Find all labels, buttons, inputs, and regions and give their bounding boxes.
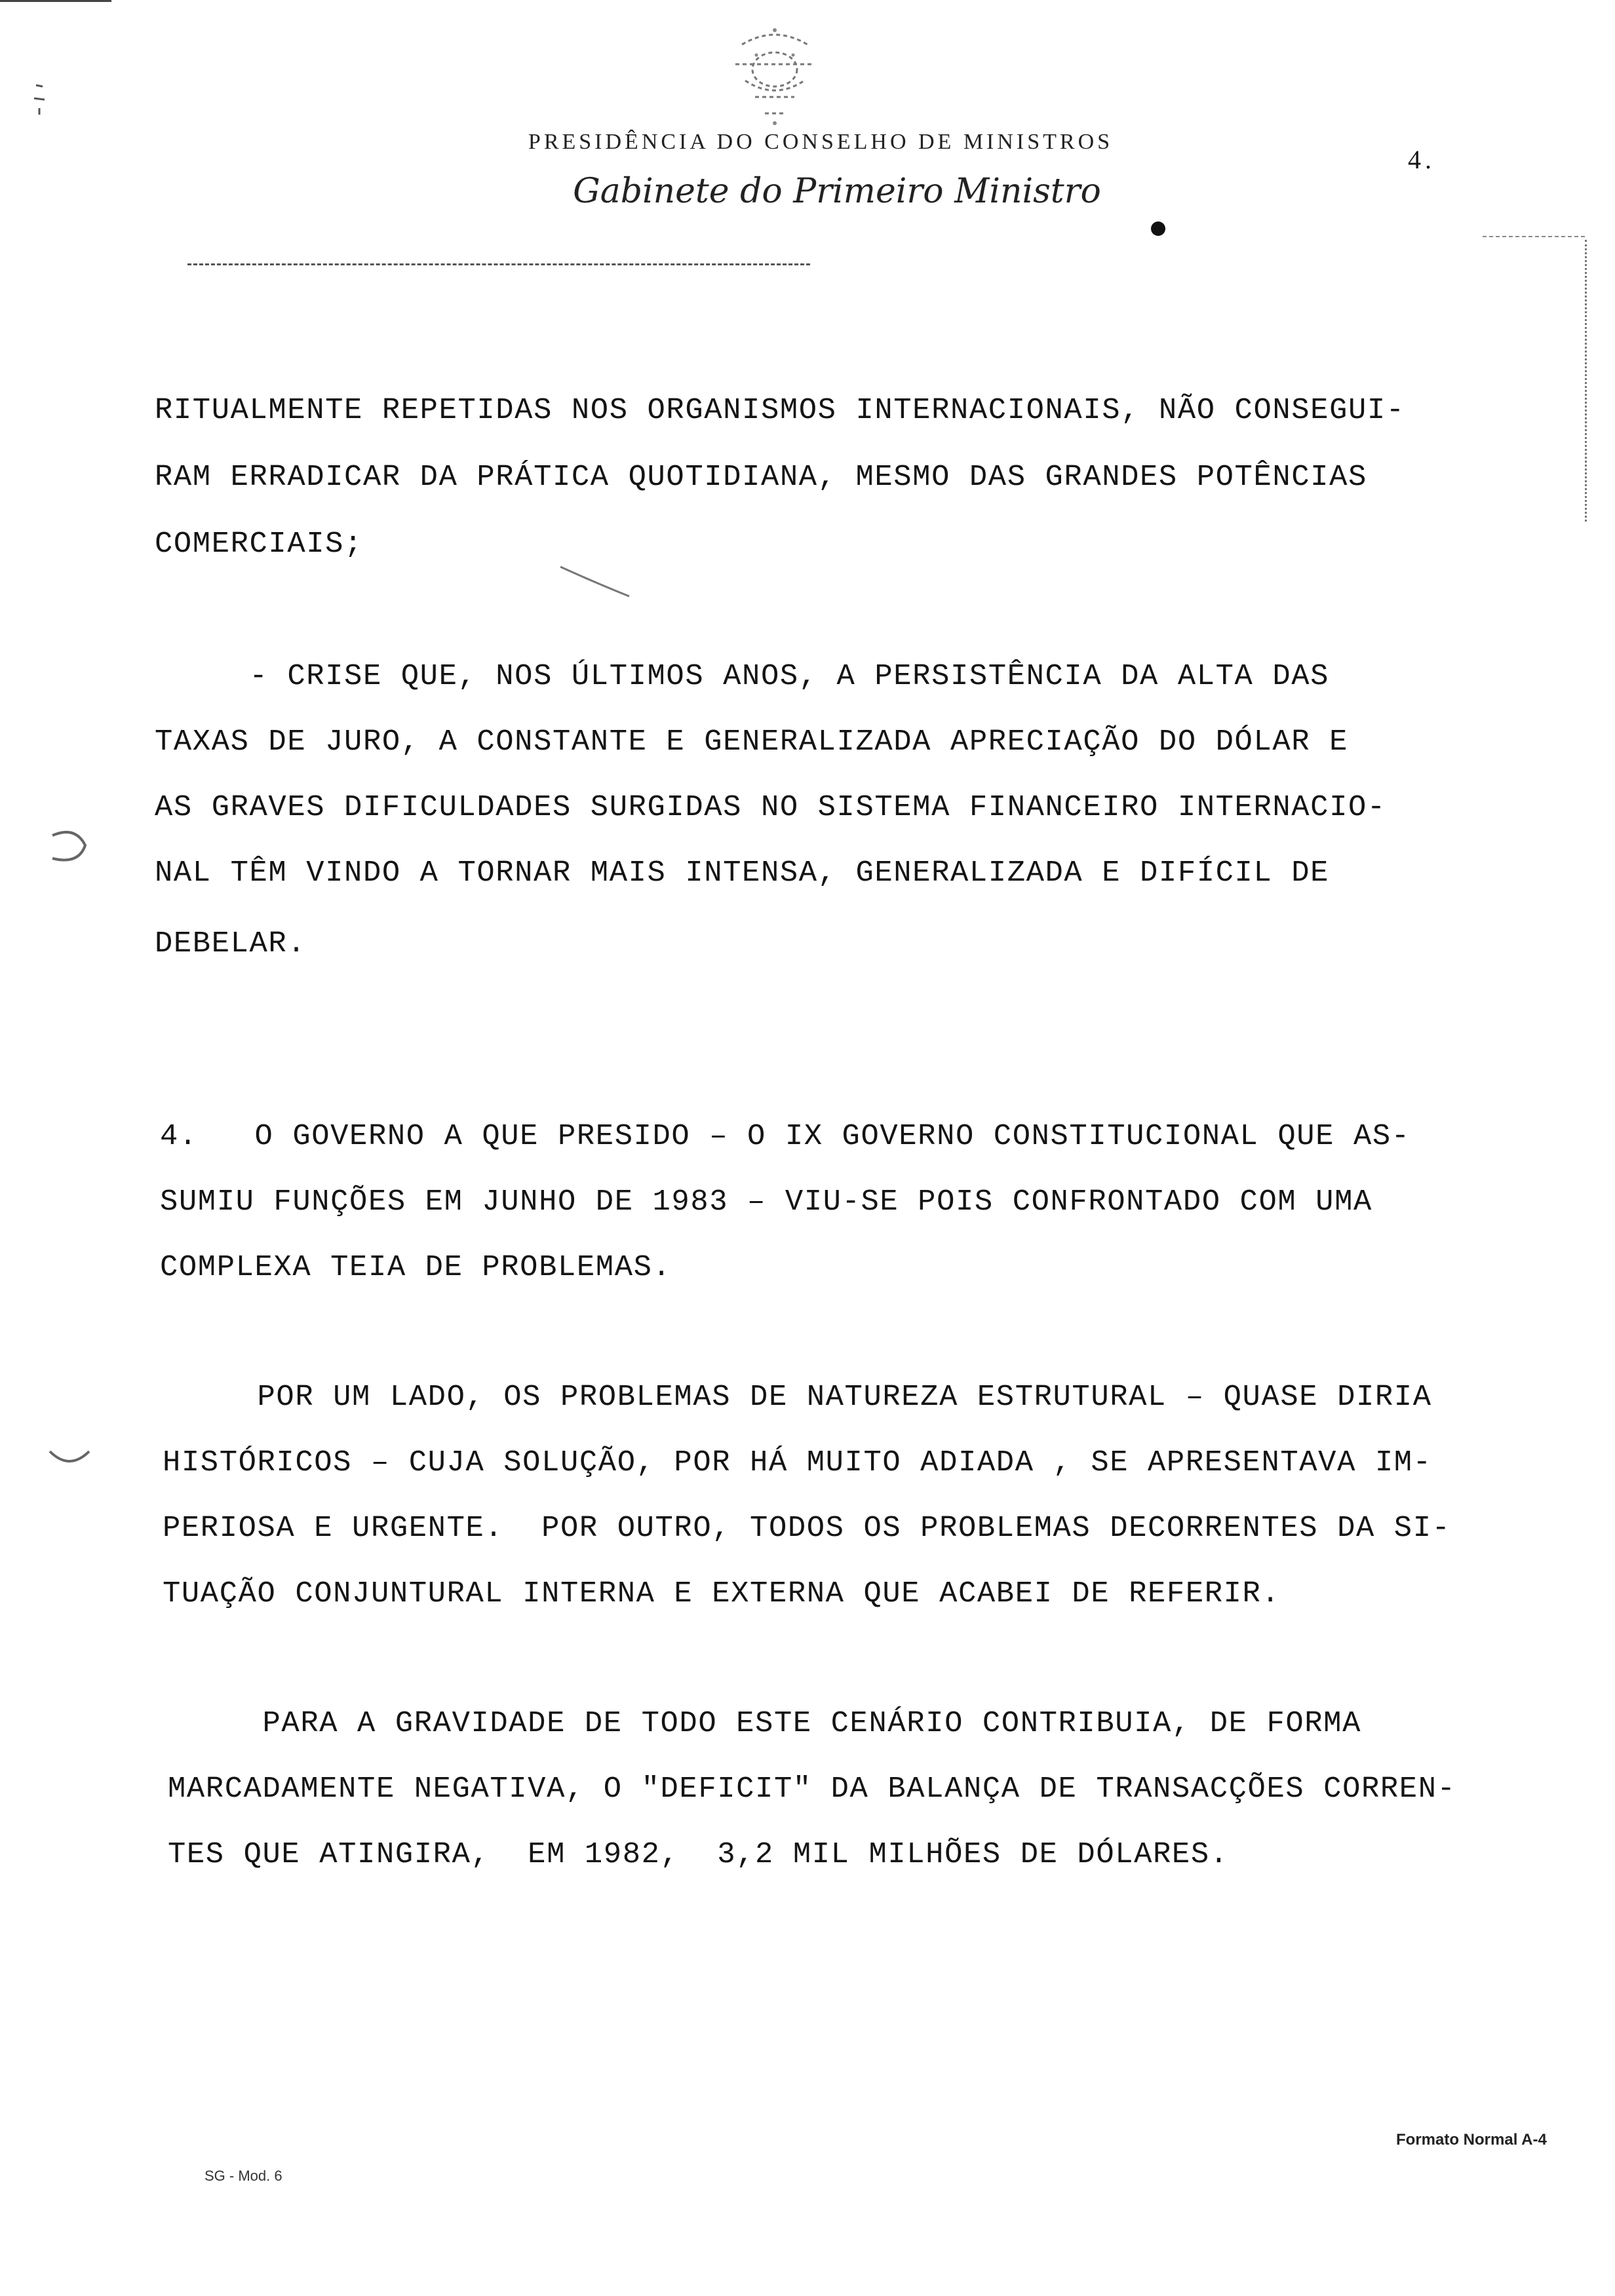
header-cabinet-handwritten: Gabinete do Primeiro Ministro (573, 172, 1101, 211)
form-code: SG - Mod. 6 (204, 2168, 282, 2184)
header-organization: PRESIDÊNCIA DO CONSELHO DE MINISTROS (528, 130, 1114, 154)
margin-pencil-mark-icon (43, 1442, 96, 1474)
body-line: POR UM LADO, OS PROBLEMAS DE NATUREZA ESTRUTURAL – QUASE DIRIA (163, 1380, 1432, 1414)
body-line: - CRISE QUE, NOS ÚLTIMOS ANOS, A PERSISTÊNCIA DA ALTA DAS (155, 659, 1330, 693)
body-line: DEBELAR. (155, 927, 307, 961)
body-line: COMERCIAIS; (155, 527, 363, 561)
body-line: HISTÓRICOS – CUJA SOLUÇÃO, POR HÁ MUITO ADIADA , SE APRESENTAVA IM- (163, 1445, 1432, 1480)
body-line: TES QUE ATINGIRA, EM 1982, 3,2 MIL MILHÕES DE DÓLARES. (168, 1837, 1229, 1871)
right-margin-top-rule (1483, 236, 1585, 237)
body-line: 4. O GOVERNO A QUE PRESIDO – O IX GOVERNO CONSTITUCIONAL QUE AS- (160, 1119, 1411, 1153)
body-line: PERIOSA E URGENTE. POR OUTRO, TODOS OS PROBLEMAS DECORRENTES DA SI- (163, 1511, 1451, 1545)
body-line: RAM ERRADICAR DA PRÁTICA QUOTIDIANA, MESMO DAS GRANDES POTÊNCIAS (155, 460, 1367, 494)
paper-format-label: Formato Normal A-4 (1396, 2131, 1547, 2149)
page-number: 4. (1408, 145, 1435, 174)
right-margin-rule (1585, 240, 1587, 522)
body-line: AS GRAVES DIFICULDADES SURGIDAS NO SISTEMA FINANCEIRO INTERNACIO- (155, 790, 1386, 824)
margin-tick-mark-icon (26, 79, 52, 118)
body-line: RITUALMENTE REPETIDAS NOS ORGANISMOS INTERNACIONAIS, NÃO CONSEGUI- (155, 393, 1405, 427)
ink-dot (1151, 221, 1165, 236)
header-divider (187, 263, 810, 265)
margin-pencil-mark-icon (39, 819, 105, 871)
body-line: TAXAS DE JURO, A CONSTANTE E GENERALIZADA APRECIAÇÃO DO DÓLAR E (155, 725, 1348, 759)
body-line: TUAÇÃO CONJUNTURAL INTERNA E EXTERNA QUE ACABEI DE REFERIR. (163, 1577, 1281, 1611)
body-line: SUMIU FUNÇÕES EM JUNHO DE 1983 – VIU-SE POIS CONFRONTADO COM UMA (160, 1185, 1372, 1219)
top-edge-rule (0, 0, 111, 2)
body-line: PARA A GRAVIDADE DE TODO ESTE CENÁRIO CONTRIBUIA, DE FORMA (168, 1706, 1361, 1740)
body-line: MARCADAMENTE NEGATIVA, O "DEFICIT" DA BALANÇA DE TRANSACÇÕES CORREN- (168, 1772, 1456, 1806)
body-line: NAL TÊM VINDO A TORNAR MAIS INTENSA, GENERALIZADA E DIFÍCIL DE (155, 856, 1330, 890)
coat-of-arms-emblem (716, 18, 834, 130)
stray-pencil-stroke-icon (557, 564, 636, 603)
body-line: COMPLEXA TEIA DE PROBLEMAS. (160, 1250, 672, 1284)
